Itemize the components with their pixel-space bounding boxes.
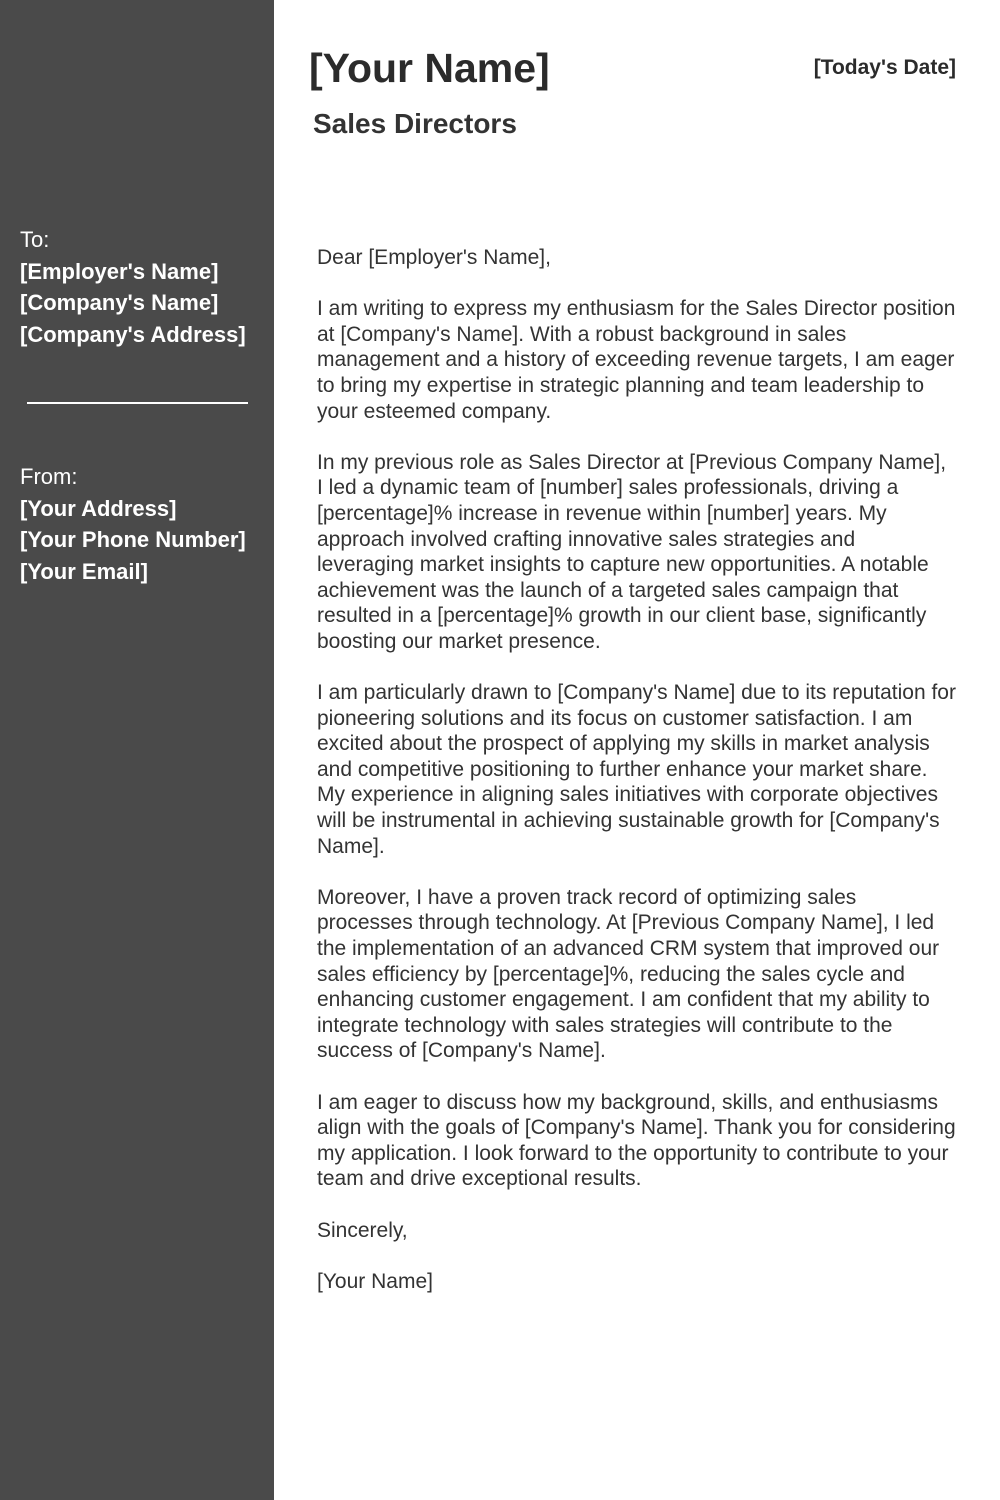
sender-name-heading: [Your Name] (309, 45, 550, 91)
sender-address: [Your Address] (20, 495, 177, 521)
letter-paragraph-2: In my previous role as Sales Director at [Previous Company Name], I led a dynamic team of [number] sales professionals, driving a [percentage]% increase in revenue within [number] years. My approach involved crafting innovative sales strategies and leveraging market insights to capture new opportunities. A notable achievement was the launch of a targeted sales campaign that resulted in a [percentage]% growth in our client base, significantly boosting our market presence. (317, 450, 947, 653)
sender-email: [Your Email] (20, 558, 148, 584)
employer-name: [Employer's Name] (20, 258, 219, 284)
sidebar (0, 0, 274, 1500)
sender-block (20, 461, 265, 587)
job-title: Sales Directors (313, 108, 517, 139)
letter-date: [Today's Date] (813, 56, 956, 79)
letter-body (317, 245, 957, 1294)
to-label: To: (20, 227, 50, 252)
company-name: [Company's Name] (20, 290, 219, 315)
recipient-block (20, 224, 265, 350)
letter-paragraph-1: I am writing to express my enthusiasm for the Sales Director position at [Company's Name]. With a robust background in sales management and a history of exceeding revenue targets, I am eager to bring my expertise in strategic planning and team leadership to your esteemed company. (317, 297, 956, 423)
letter-paragraph-5: I am eager to discuss how my background, skills, and enthusiasms align with the goals of [Company's Name]. Thank you for considering my application. I look forward to the opportunity to contribute to your team and drive exceptional results. (317, 1090, 956, 1191)
sidebar-divider (27, 402, 248, 404)
letter-greeting: Dear [Employer's Name], (317, 246, 551, 269)
from-label: From: (20, 464, 78, 489)
letter-paragraph-3: I am particularly drawn to [Company's Name] due to its reputation for pioneering solutions and its focus on customer satisfaction. I am excited about the prospect of applying my skills in market analysis and competitive positioning to further enhance your market share. My experience in aligning sales initiatives with corporate objectives will be instrumental in achieving sustainable growth for [Company's Name]. (317, 681, 956, 858)
letter-paragraph-4: Moreover, I have a proven track record of optimizing sales processes through technology. At [Previous Company Name], I led the implementation of an advanced CRM system that improved our sales efficiency by [percentage]%, reducing the sales cycle and enhancing customer engagement. I am confident that my ability to integrate technology with sales strategies will contribute to the success of [Company's Name]. (317, 885, 940, 1063)
letter-main (274, 0, 1000, 1500)
company-address: [Company's Address] (20, 321, 246, 347)
letter-signature: [Your Name] (317, 1269, 433, 1293)
letter-closing: Sincerely, (317, 1218, 408, 1242)
sender-phone: [Your Phone Number] (20, 527, 246, 552)
